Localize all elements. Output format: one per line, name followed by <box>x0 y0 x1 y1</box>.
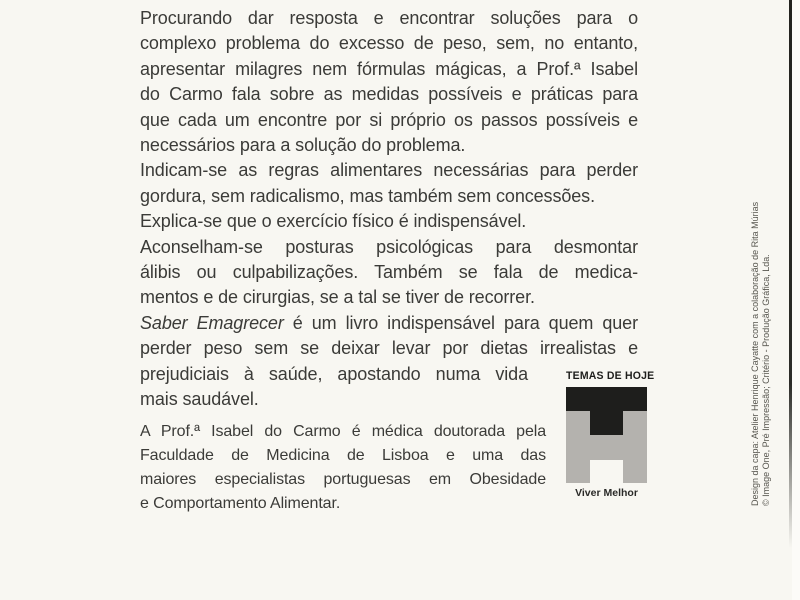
text-line: A Prof.ª Isabel do Carmo é médica doutorada pela <box>140 422 546 440</box>
text-line: mentos e de cirurgias, se a tal se tiver de recorrer. <box>140 287 535 308</box>
text-line: mais saudável. <box>140 389 259 410</box>
text-line: gordura, sem radicalismo, mas também sem concessões. <box>140 185 595 206</box>
text-line: Explica-se que o exercício físico é indispensável. <box>140 211 527 232</box>
logo-t-bar <box>566 387 647 411</box>
publisher-logo-block <box>566 369 655 499</box>
text-line: perder peso sem se deixar levar por dietas irrealistas e <box>140 338 638 359</box>
logo-h-gap <box>590 460 623 483</box>
logo-h-left-leg <box>566 411 590 483</box>
body-text <box>140 6 638 516</box>
logo-t-stem <box>590 411 623 435</box>
text-line: e Comportamento Alimentar. <box>140 494 341 512</box>
logo-h-right-leg <box>623 411 647 483</box>
logo-h-crossbar <box>590 435 623 460</box>
text-line: Aconselham-se posturas psicológicas para desmontar <box>140 236 638 257</box>
text-line: maiores especialistas portuguesas em Obesidade <box>140 470 546 488</box>
publisher-imprint-label: TEMAS DE HOJE <box>566 369 655 383</box>
publisher-tagline: Viver Melhor <box>575 487 638 499</box>
text-line: que cada um encontre por si próprio os passos possíveis e <box>140 109 638 130</box>
text-line: Indicam-se as regras alimentares necessárias para perder <box>140 160 638 181</box>
temas-de-hoje-logo-icon <box>566 387 647 483</box>
text-line: Faculdade de Medicina de Lisboa e uma das <box>140 446 546 464</box>
text-line: apresentar milagres nem fórmulas mágicas, a Prof.ª Isabel <box>140 58 638 79</box>
text-line: prejudiciais à saúde, apostando numa vida <box>140 363 528 384</box>
credits-design-line: Design da capa: Atelier Henrique Cayatte com a colaboração de Rita Múrias <box>750 201 760 506</box>
scan-paper-margin <box>792 0 800 600</box>
text-line: Procurando dar resposta e encontrar soluções para o <box>140 8 638 28</box>
text-line: Saber Emagrecer é um livro indispensável para quem quer <box>140 312 638 333</box>
scan-edge-line <box>789 0 792 548</box>
text-line: complexo problema do excesso de peso, sem, no entanto, <box>140 33 638 54</box>
text-line: necessários para a solução do problema. <box>140 135 466 156</box>
credits-production-line: © Image One, Pré Impressão; Critério - Produção Gráfica, Lda. <box>761 254 771 506</box>
text-line: álibis ou culpabilizações. Também se fala de medica- <box>140 262 638 283</box>
text-line: do Carmo fala sobre as medidas possíveis e práticas para <box>140 84 638 105</box>
print-credits <box>750 154 772 506</box>
